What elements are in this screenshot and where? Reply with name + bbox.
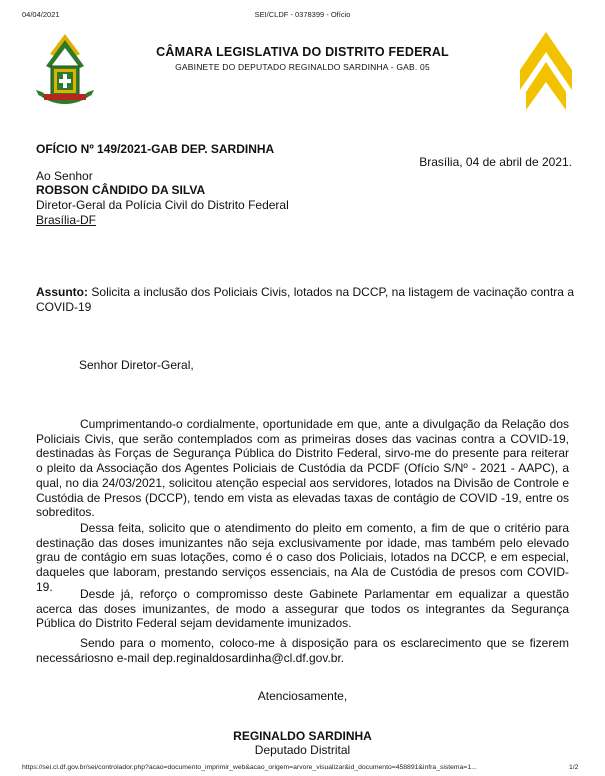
letter-number: OFÍCIO Nº 149/2021-GAB DEP. SARDINHA [36,142,275,156]
body-paragraph-3: Desde já, reforço o compromisso deste Gabinete Parlamentar em equalizar a questão acerca das doses imunizantes, de modo a assegurar que todos os integrantes da Segurança Pública do Distrito Federal sejam devidamente imunizados. [36,587,569,631]
signer-title: Deputado Distrital [254,743,351,757]
signer-name: REGINALDO SARDINHA [233,729,372,743]
institution-title: CÂMARA LEGISLATIVA DO DISTRITO FEDERAL [156,45,449,59]
recipient-title: Diretor-Geral da Polícia Civil do Distrito Federal [36,198,289,212]
print-doc-ref: SEI/CLDF - 0378399 - Ofício [254,10,351,19]
page-number: 1/2 [569,764,579,771]
cldf-gold-chevron-logo-icon [516,32,576,110]
body-paragraph-2: Dessa feita, solicito que o atendimento do pleito em comento, a fim de que o critério para destinação das doses imunizantes não seja exclusivamente por idade, mas também pelo elevado grau de contágio em suas lotações, como é o caso dos Policiais, lotados na DCCP, e em especial, daqueles que laboram, prestando serviços essenciais, na Ala de Custódia de presos com COVID-19. [36,521,569,594]
body-paragraph-4: Sendo para o momento, coloco-me à disposição para os esclarecimento que se fizerem necessáriosno e-mail dep.reginaldosardinha@cl.df.gov.br. [36,636,569,665]
place-date: Brasília, 04 de abril de 2021. [419,155,572,169]
salutation-to: Ao Senhor [36,169,93,183]
print-url: https://sei.cl.df.gov.br/sei/controlador.php?acao=documento_imprimir_web&acao_origem=arvore_visualizar&id_documento=458891&infra_sistema=1... [22,764,477,771]
print-date: 04/04/2021 [22,10,60,19]
office-subtitle: GABINETE DO DEPUTADO REGINALDO SARDINHA - GAB. 05 [175,62,430,72]
body-paragraph-1: Cumprimentando-o cordialmente, oportunidade em que, ante a divulgação da Relação dos Policiais Civis, que serão contemplados com as primeiras doses das vacinas contra a COVID-19, destinadas às Forças de Segurança Pública do Distrito Federal, sirvo-me do presente para reiterar o pleito da Associação dos Agentes Policiais de Custódia da PCDF (Ofício S/Nº - 2021 - AAPC), a qual, no dia 24/03/2021, solicitou atenção especial aos servidores, lotados na Divisão de Controle e Custódia de Presos (DCCP), tendo em vista as elevadas taxas de contágio de COVID -19, entre os sobreditos. [36,417,569,520]
recipient-city: Brasília-DF [36,213,97,227]
subject-text: Solicita a inclusão dos Policiais Civis, lotados na DCCP, na listagem de vacinação contra a COVID-19 [36,285,575,314]
subject-block [36,285,574,314]
subject-label: Assunto: [36,285,88,299]
closing: Atenciosamente, [257,689,348,703]
recipient-name: ROBSON CÂNDIDO DA SILVA [36,183,206,197]
greeting: Senhor Diretor-Geral, [79,358,194,372]
